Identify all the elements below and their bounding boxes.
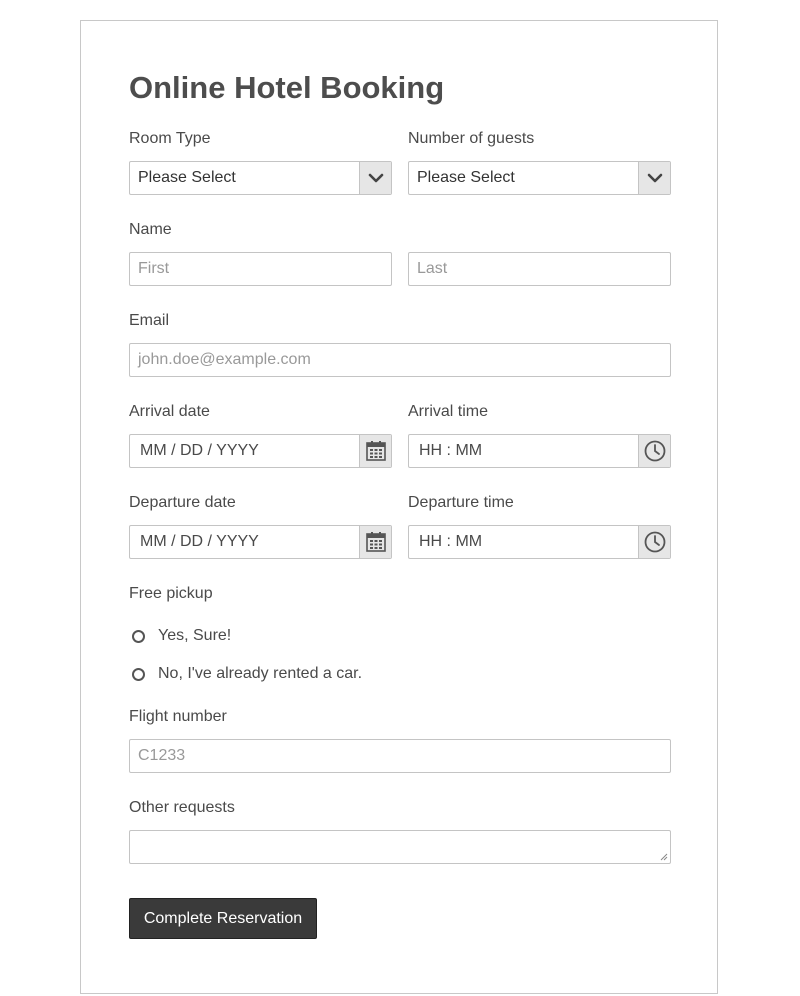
chevron-down-icon[interactable] xyxy=(359,162,391,194)
clock-icon[interactable] xyxy=(638,435,670,467)
pickup-option-no-label: No, I've already rented a car. xyxy=(158,665,363,682)
flight-number-label: Flight number xyxy=(129,708,227,725)
flight-number-input[interactable]: C1233 xyxy=(129,739,671,773)
arrival-time-placeholder: HH : MM xyxy=(419,442,483,459)
departure-time-label: Departure time xyxy=(408,494,514,511)
radio-button[interactable] xyxy=(132,630,145,643)
pickup-option-yes-label: Yes, Sure! xyxy=(158,627,232,644)
clock-icon[interactable] xyxy=(638,526,670,558)
arrival-time-label: Arrival time xyxy=(408,403,489,420)
departure-date-label: Departure date xyxy=(129,494,236,511)
arrival-date-input[interactable] xyxy=(129,434,392,468)
complete-reservation-button[interactable]: Complete Reservation xyxy=(129,898,317,939)
email-label: Email xyxy=(129,312,170,329)
chevron-down-icon[interactable] xyxy=(638,162,670,194)
first-name-input[interactable]: First xyxy=(129,252,392,286)
arrival-time-input[interactable] xyxy=(408,434,671,468)
name-label: Name xyxy=(129,221,172,238)
other-requests-label: Other requests xyxy=(129,799,235,816)
calendar-icon[interactable] xyxy=(359,526,391,558)
departure-time-placeholder: HH : MM xyxy=(419,533,483,550)
pickup-option-yes[interactable] xyxy=(129,627,231,645)
email-input[interactable]: john.doe@example.com xyxy=(129,343,671,377)
page-title: Online Hotel Booking xyxy=(129,70,445,105)
radio-button[interactable] xyxy=(132,668,145,681)
departure-time-input[interactable] xyxy=(408,525,671,559)
guests-value: Please Select xyxy=(417,169,515,186)
last-name-input[interactable]: Last xyxy=(408,252,671,286)
arrival-date-placeholder: MM / DD / YYYY xyxy=(140,442,259,459)
room-type-label: Room Type xyxy=(129,130,211,147)
guests-label: Number of guests xyxy=(408,130,535,147)
departure-date-input[interactable] xyxy=(129,525,392,559)
room-type-value: Please Select xyxy=(138,169,236,186)
free-pickup-label: Free pickup xyxy=(129,585,213,602)
guests-select[interactable] xyxy=(408,161,671,195)
pickup-option-no[interactable] xyxy=(129,665,362,683)
resize-grip-icon[interactable] xyxy=(660,853,668,861)
departure-date-placeholder: MM / DD / YYYY xyxy=(140,533,259,550)
other-requests-textarea[interactable] xyxy=(129,830,671,864)
room-type-select[interactable] xyxy=(129,161,392,195)
calendar-icon[interactable] xyxy=(359,435,391,467)
arrival-date-label: Arrival date xyxy=(129,403,210,420)
